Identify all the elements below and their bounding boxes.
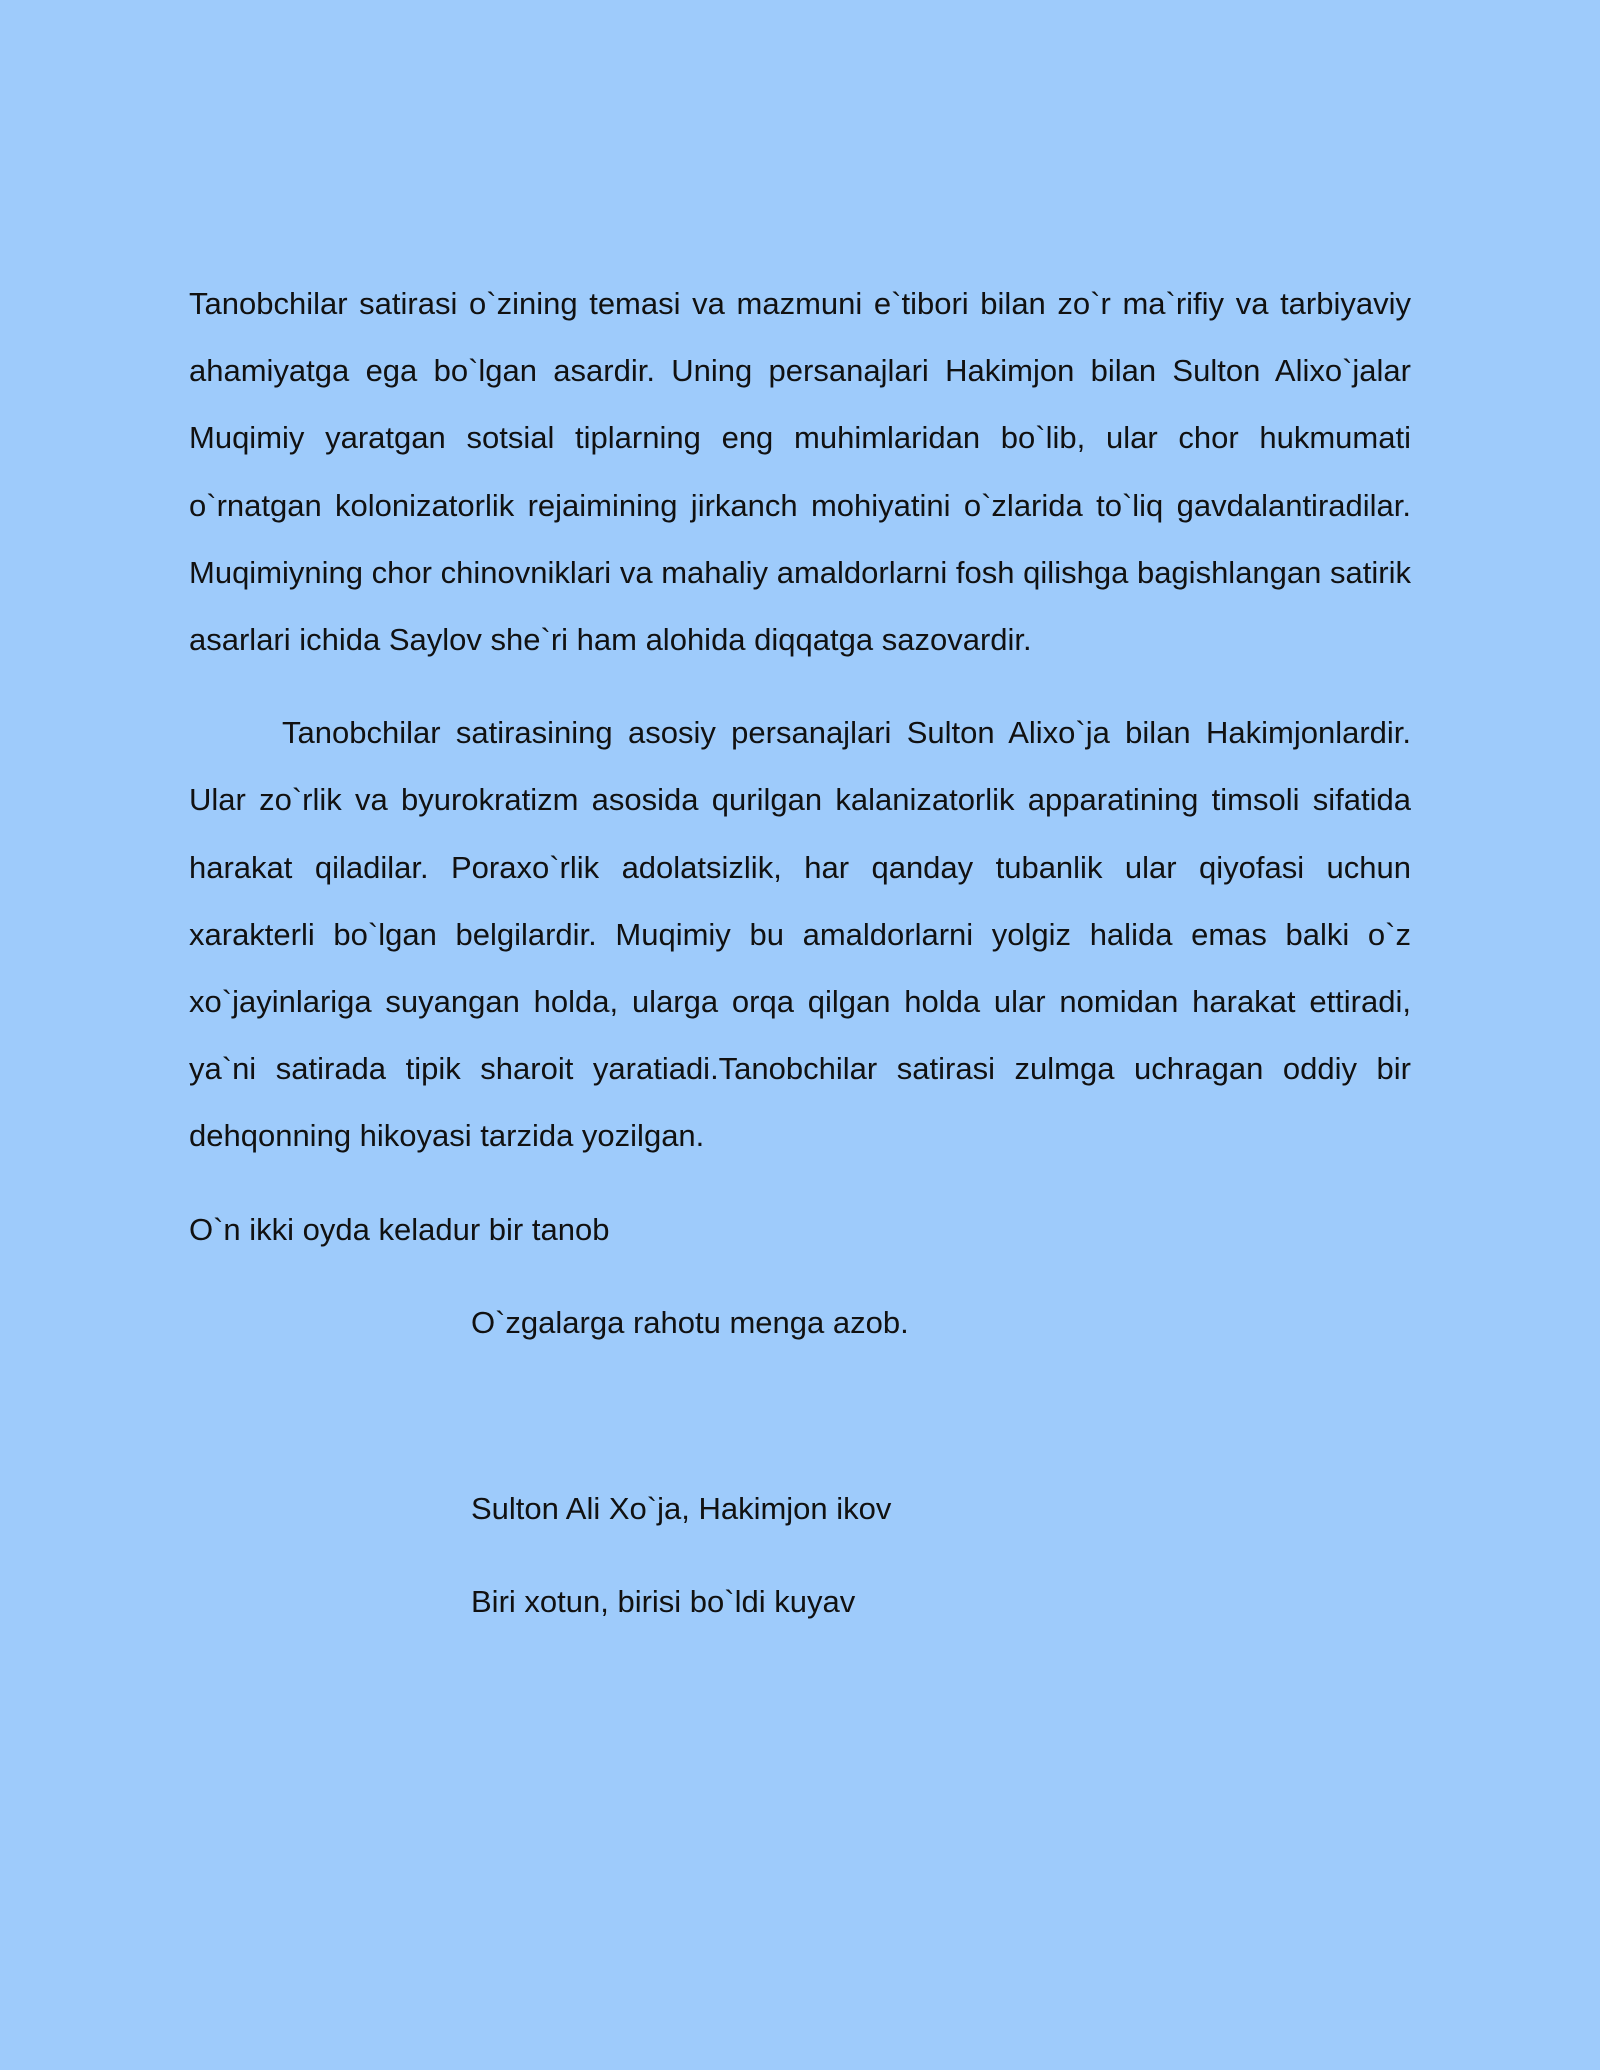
paragraph-intro: Tanobchilar satirasi o`zining temasi va mazmuni e`tibori bilan zo`r ma`rifiy va tarbiyaviy ahamiyatga ega bo`lgan asardir. Uning persanajlari Hakimjon bilan Sulton Alixo`jalar Muqimiy yaratgan sotsial tiplarning eng muhimlaridan bo`lib, ular chor hukmumati o`rnatgan kolonizatorlik rejaimining jirkanch mohiyatini o`zlarida to`liq gavdalantiradilar. Muqimiyning chor chinovniklari va mahaliy amaldorlarni fosh qilishga bagishlangan satirik asarlari ichida Saylov she`ri ham alohida diqqatga sazovardir. xyxy=(189,286,1411,658)
paragraph-characters: Tanobchilar satirasining asosiy persanajlari Sulton Alixo`ja bilan Hakimjonlardir. Ular zo`rlik va byurokratizm asosida qurilgan kalanizatorlik apparatining timsoli sifatida harakat qiladilar. Poraxo`rlik adolatsizlik, har qanday tubanlik ular qiyofasi uchun xarakterli bo`lgan belgilardir. Muqimiy bu amaldorlarni yolgiz halida emas balki o`z xo`jayinlariga suyangan holda, ularga orqa qilgan holda ular nomidan harakat ettiradi, ya`ni satirada tipik sharoit yaratiadi.Tanobchilar satirasi zulmga uchragan oddiy bir dehqonning hikoyasi tarzida yozilgan. xyxy=(189,715,1411,1154)
document-body xyxy=(189,270,1411,1635)
verse-line-2: O`zgalarga rahotu menga azob. xyxy=(471,1304,909,1340)
verse-line-3: Sulton Ali Xo`ja, Hakimjon ikov xyxy=(471,1491,892,1527)
verse-line-4: Biri xotun, birisi bo`ldi kuyav xyxy=(471,1584,856,1620)
verse-line-1: O`n ikki oyda keladur bir tanob xyxy=(189,1211,610,1247)
